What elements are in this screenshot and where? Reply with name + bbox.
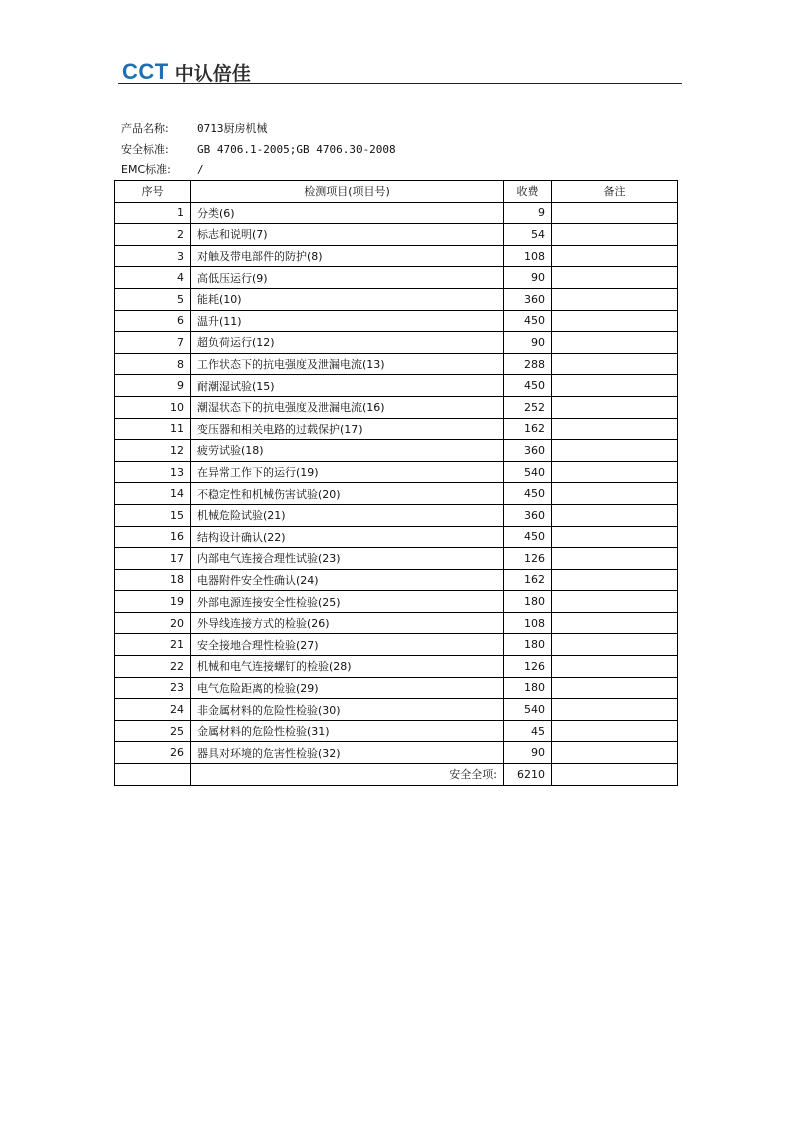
row-serial-no: 2 xyxy=(115,224,191,246)
table-row xyxy=(115,396,678,418)
row-test-item: 超负荷运行(12) xyxy=(191,332,504,354)
row-serial-no: 20 xyxy=(115,612,191,634)
row-fee: 180 xyxy=(504,677,552,699)
row-remarks xyxy=(552,612,678,634)
row-remarks xyxy=(552,677,678,699)
row-test-item: 工作状态下的抗电强度及泄漏电流(13) xyxy=(191,353,504,375)
logo-chinese: 中认倍佳 xyxy=(174,62,251,85)
table-row xyxy=(115,483,678,505)
company-logo xyxy=(122,60,251,84)
table-row xyxy=(115,526,678,548)
row-remarks xyxy=(552,742,678,764)
row-test-item: 潮湿状态下的抗电强度及泄漏电流(16) xyxy=(191,396,504,418)
row-serial-no: 12 xyxy=(115,440,191,462)
row-test-item: 结构设计确认(22) xyxy=(191,526,504,548)
row-test-item: 高低压运行(9) xyxy=(191,267,504,289)
row-fee: 288 xyxy=(504,353,552,375)
row-remarks xyxy=(552,396,678,418)
row-fee: 360 xyxy=(504,504,552,526)
total-empty-cell xyxy=(115,764,191,786)
row-fee: 54 xyxy=(504,224,552,246)
safety-standard-label: 安全标准: xyxy=(121,143,169,156)
table-row xyxy=(115,440,678,462)
row-remarks xyxy=(552,202,678,224)
table-row xyxy=(115,310,678,332)
row-remarks xyxy=(552,591,678,613)
row-fee: 90 xyxy=(504,332,552,354)
row-fee: 360 xyxy=(504,440,552,462)
row-remarks xyxy=(552,353,678,375)
header-serial-no: 序号 xyxy=(115,181,191,203)
row-test-item: 不稳定性和机械伤害试验(20) xyxy=(191,483,504,505)
row-remarks xyxy=(552,634,678,656)
row-fee: 90 xyxy=(504,742,552,764)
table-row xyxy=(115,202,678,224)
row-test-item: 耐潮湿试验(15) xyxy=(191,375,504,397)
row-fee: 180 xyxy=(504,634,552,656)
row-test-item: 标志和说明(7) xyxy=(191,224,504,246)
emc-standard-line xyxy=(121,163,204,177)
total-value: 6210 xyxy=(504,764,552,786)
row-remarks xyxy=(552,440,678,462)
row-fee: 90 xyxy=(504,267,552,289)
row-test-item: 内部电气连接合理性试验(23) xyxy=(191,548,504,570)
row-serial-no: 24 xyxy=(115,699,191,721)
row-serial-no: 25 xyxy=(115,720,191,742)
row-serial-no: 8 xyxy=(115,353,191,375)
row-fee: 162 xyxy=(504,569,552,591)
table-row xyxy=(115,677,678,699)
row-serial-no: 22 xyxy=(115,656,191,678)
emc-standard-label: EMC标准: xyxy=(121,163,171,176)
row-test-item: 器具对环境的危害性检验(32) xyxy=(191,742,504,764)
row-serial-no: 1 xyxy=(115,202,191,224)
product-name-line xyxy=(121,122,268,136)
row-serial-no: 18 xyxy=(115,569,191,591)
row-fee: 540 xyxy=(504,699,552,721)
row-remarks xyxy=(552,310,678,332)
row-fee: 108 xyxy=(504,612,552,634)
table-row xyxy=(115,245,678,267)
emc-standard-value: / xyxy=(197,163,204,176)
row-serial-no: 4 xyxy=(115,267,191,289)
total-remarks-cell xyxy=(552,764,678,786)
row-remarks xyxy=(552,288,678,310)
safety-standard-line xyxy=(121,143,396,157)
table-row xyxy=(115,267,678,289)
row-serial-no: 11 xyxy=(115,418,191,440)
row-remarks xyxy=(552,699,678,721)
table-row xyxy=(115,656,678,678)
row-test-item: 电气危险距离的检验(29) xyxy=(191,677,504,699)
header-divider xyxy=(118,83,682,84)
table-row xyxy=(115,612,678,634)
table-row xyxy=(115,332,678,354)
row-fee: 450 xyxy=(504,375,552,397)
row-test-item: 外导线连接方式的检验(26) xyxy=(191,612,504,634)
row-fee: 450 xyxy=(504,310,552,332)
row-serial-no: 19 xyxy=(115,591,191,613)
logo-latin: CCT xyxy=(122,59,169,84)
row-serial-no: 17 xyxy=(115,548,191,570)
row-test-item: 机械危险试验(21) xyxy=(191,504,504,526)
safety-standard-value: GB 4706.1-2005;GB 4706.30-2008 xyxy=(197,143,396,156)
table-row xyxy=(115,634,678,656)
table-row xyxy=(115,504,678,526)
row-serial-no: 5 xyxy=(115,288,191,310)
row-serial-no: 3 xyxy=(115,245,191,267)
row-fee: 540 xyxy=(504,461,552,483)
row-test-item: 能耗(10) xyxy=(191,288,504,310)
total-row xyxy=(115,764,678,786)
table-row xyxy=(115,720,678,742)
row-remarks xyxy=(552,483,678,505)
table-row xyxy=(115,375,678,397)
row-fee: 450 xyxy=(504,483,552,505)
row-remarks xyxy=(552,224,678,246)
row-test-item: 金属材料的危险性检验(31) xyxy=(191,720,504,742)
row-test-item: 对触及带电部件的防护(8) xyxy=(191,245,504,267)
row-remarks xyxy=(552,267,678,289)
row-test-item: 在异常工作下的运行(19) xyxy=(191,461,504,483)
row-serial-no: 10 xyxy=(115,396,191,418)
row-test-item: 温升(11) xyxy=(191,310,504,332)
product-name-value: 0713厨房机械 xyxy=(197,122,268,135)
header-fee: 收费 xyxy=(504,181,552,203)
row-test-item: 分类(6) xyxy=(191,202,504,224)
table-row xyxy=(115,591,678,613)
row-serial-no: 14 xyxy=(115,483,191,505)
row-test-item: 非金属材料的危险性检验(30) xyxy=(191,699,504,721)
row-remarks xyxy=(552,461,678,483)
row-fee: 180 xyxy=(504,591,552,613)
row-serial-no: 15 xyxy=(115,504,191,526)
total-label: 安全全项: xyxy=(191,764,504,786)
row-remarks xyxy=(552,375,678,397)
row-fee: 162 xyxy=(504,418,552,440)
table-row xyxy=(115,742,678,764)
header-test-item: 检测项目(项目号) xyxy=(191,181,504,203)
row-serial-no: 16 xyxy=(115,526,191,548)
row-serial-no: 23 xyxy=(115,677,191,699)
table-row xyxy=(115,699,678,721)
row-remarks xyxy=(552,332,678,354)
table-row xyxy=(115,224,678,246)
table-row xyxy=(115,418,678,440)
row-fee: 126 xyxy=(504,656,552,678)
table-row xyxy=(115,288,678,310)
table-row xyxy=(115,353,678,375)
table-row xyxy=(115,461,678,483)
row-remarks xyxy=(552,720,678,742)
table-row xyxy=(115,548,678,570)
row-test-item: 变压器和相关电路的过载保护(17) xyxy=(191,418,504,440)
row-remarks xyxy=(552,526,678,548)
table-header-row xyxy=(115,181,678,203)
row-fee: 9 xyxy=(504,202,552,224)
row-serial-no: 6 xyxy=(115,310,191,332)
row-serial-no: 26 xyxy=(115,742,191,764)
header-remarks: 备注 xyxy=(552,181,678,203)
row-remarks xyxy=(552,548,678,570)
product-name-label: 产品名称: xyxy=(121,122,169,135)
row-remarks xyxy=(552,418,678,440)
row-test-item: 电器附件安全性确认(24) xyxy=(191,569,504,591)
fee-table xyxy=(114,180,678,786)
row-test-item: 疲劳试验(18) xyxy=(191,440,504,462)
row-fee: 450 xyxy=(504,526,552,548)
row-serial-no: 7 xyxy=(115,332,191,354)
row-remarks xyxy=(552,245,678,267)
row-fee: 126 xyxy=(504,548,552,570)
row-remarks xyxy=(552,569,678,591)
row-fee: 360 xyxy=(504,288,552,310)
row-remarks xyxy=(552,656,678,678)
row-test-item: 安全接地合理性检验(27) xyxy=(191,634,504,656)
row-serial-no: 21 xyxy=(115,634,191,656)
row-remarks xyxy=(552,504,678,526)
row-fee: 108 xyxy=(504,245,552,267)
table-row xyxy=(115,569,678,591)
row-fee: 252 xyxy=(504,396,552,418)
row-test-item: 机械和电气连接螺钉的检验(28) xyxy=(191,656,504,678)
row-serial-no: 9 xyxy=(115,375,191,397)
row-serial-no: 13 xyxy=(115,461,191,483)
row-test-item: 外部电源连接安全性检验(25) xyxy=(191,591,504,613)
row-fee: 45 xyxy=(504,720,552,742)
